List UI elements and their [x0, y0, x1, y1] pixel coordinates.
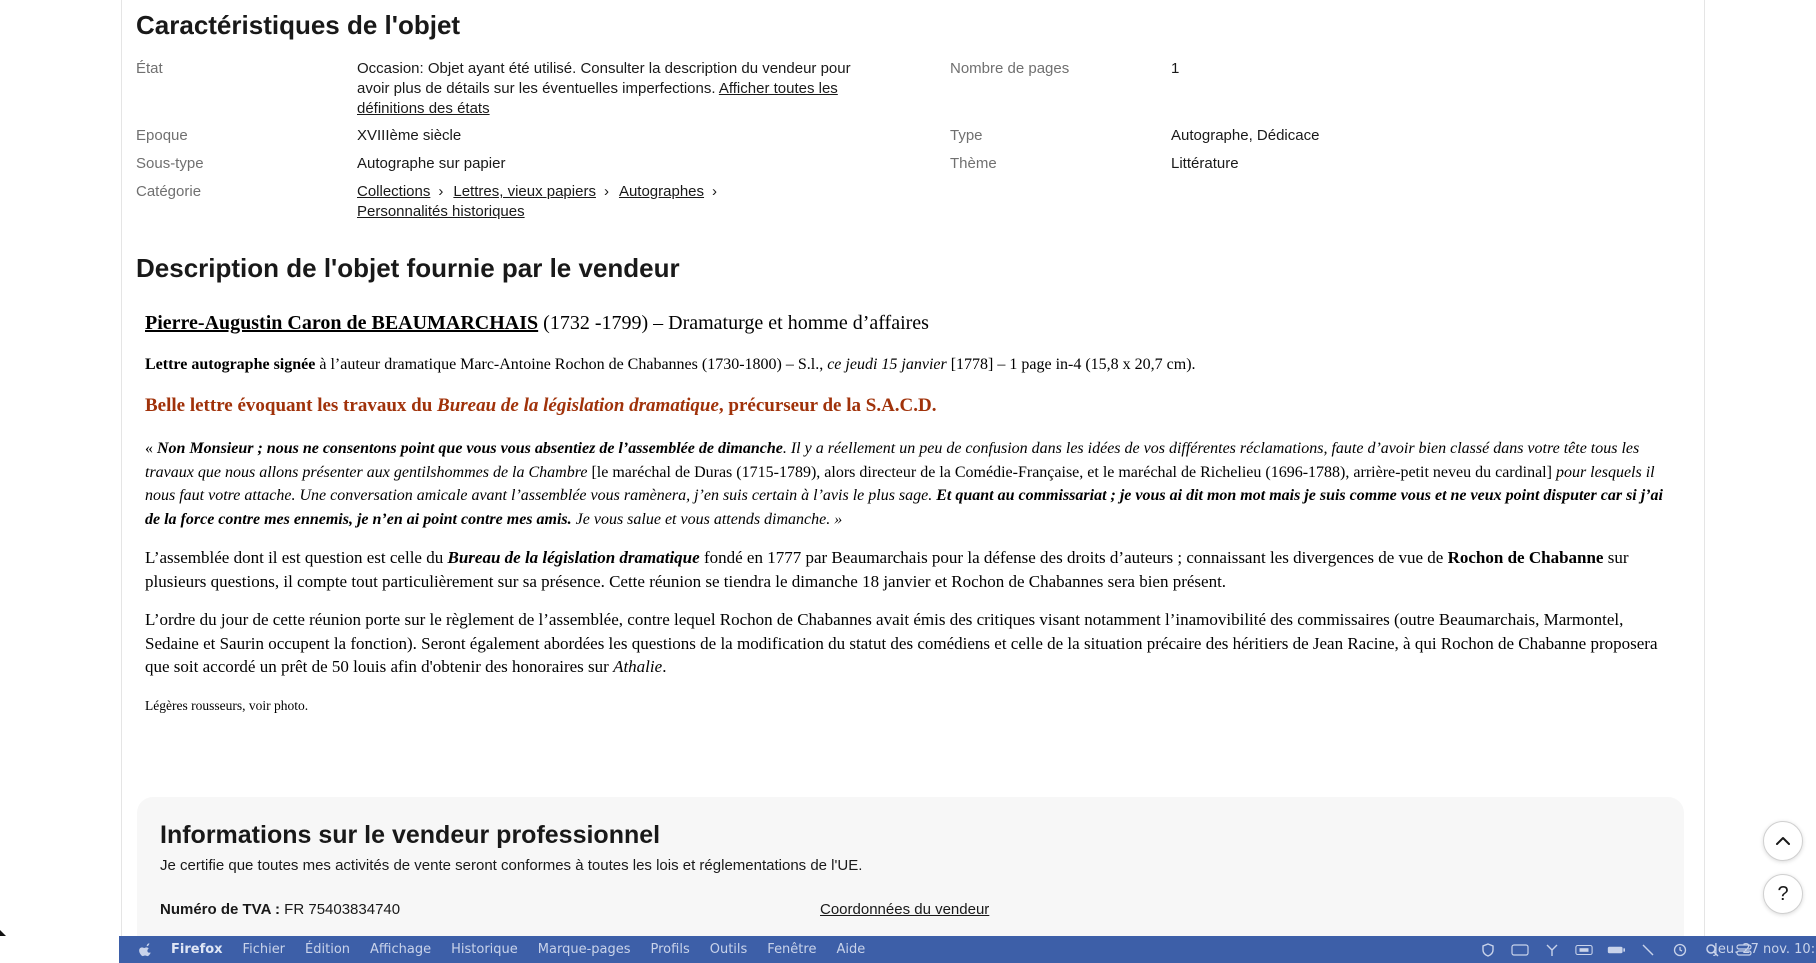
breadcrumb-autographes[interactable]: Autographes [618, 183, 705, 200]
description-paragraph-1 [145, 546, 1675, 594]
para1-bold: Rochon de Chabanne [1447, 548, 1604, 567]
breadcrumb-line-2 [357, 202, 777, 222]
menu-edition[interactable]: Édition [305, 942, 351, 957]
chevron-right-icon: › [603, 183, 609, 200]
spec-label-theme: Thème [950, 155, 997, 172]
spec-label-etat: État [136, 60, 163, 77]
battery-icon[interactable] [1607, 943, 1625, 957]
spec-value-soustype: Autographe sur papier [357, 155, 506, 172]
breadcrumb-personnalites[interactable]: Personnalités historiques [357, 203, 525, 220]
para1-text-1: L’assemblée dont il est question est celle du [145, 548, 448, 567]
spec-label-soustype: Sous-type [136, 155, 204, 172]
spec-value-pages: 1 [1171, 60, 1180, 77]
spec-label-epoque: Epoque [136, 127, 188, 144]
etat-line-3 [357, 99, 877, 119]
menu-clock[interactable]: Jeu. 27 nov. 10: [1714, 942, 1816, 957]
para1-bold-italic: Bureau de la législation dramatique [447, 548, 700, 567]
shield-icon[interactable] [1479, 943, 1497, 957]
letter-summary [145, 356, 1675, 374]
para2-end: . [662, 657, 667, 676]
highlight-line [145, 395, 1675, 417]
menu-outils[interactable]: Outils [709, 942, 748, 957]
letter-quote [145, 437, 1675, 531]
chevron-right-icon: › [712, 183, 718, 200]
para2-italic: Athalie [613, 657, 663, 676]
highlight-text-1: Belle lettre évoquant les travaux du [145, 395, 438, 416]
spec-value-type: Autographe, Dédicace [1171, 127, 1320, 144]
chevron-up-icon [1774, 832, 1792, 850]
menu-app-name[interactable]: Firefox [171, 942, 223, 957]
menu-fichier[interactable]: Fichier [242, 942, 286, 957]
quote-open: « [145, 440, 157, 457]
quote-italic-2: pour lesquels il nous faut votre attache. Une conversation amicale avant l’assemblée vous ramènera, j’en suis certain à l’avis le plus sage. [145, 463, 1655, 504]
etat-line-2 [357, 79, 877, 99]
etat-line-2-text: avoir plus de détails sur les éventuelles imperfections. [357, 80, 719, 97]
apple-icon[interactable] [139, 943, 153, 957]
menu-aide[interactable]: Aide [836, 942, 866, 957]
menu-fenetre[interactable]: Fenêtre [767, 942, 817, 957]
description-title: Description de l'objet fournie par le vendeur [136, 253, 680, 283]
para1-text-3: sur plusieurs questions, il compte tout particulièrement sur sa présence. Cette réunion se tiendra le dimanche 18 janvier et Rochon de Chabannes sera bien présent. [145, 548, 1629, 591]
menu-profils[interactable]: Profils [650, 942, 690, 957]
item-specifics-title: Caractéristiques de l'objet [136, 10, 461, 40]
para1-text-2: fondé en 1777 par Beaumarchais pour la défense des droits d’auteurs ; connaissant les divergences de vue de [699, 548, 1448, 567]
seller-info-title: Informations sur le vendeur professionnel [160, 821, 661, 849]
vat-label: Numéro de TVA : [160, 901, 281, 918]
spec-label-categorie: Catégorie [136, 183, 202, 200]
help-button[interactable]: ? [1763, 874, 1803, 914]
spec-value-epoque: XVIIIème siècle [357, 127, 462, 144]
satellite-icon[interactable] [1543, 943, 1561, 957]
menu-marque-pages[interactable]: Marque-pages [537, 942, 631, 957]
seller-vat [160, 901, 400, 918]
etat-line-1: Occasion: Objet ayant été utilisé. Consulter la description du vendeur pour [357, 60, 851, 77]
spec-value-etat [357, 59, 877, 119]
quote-italic-3: Je vous salue et vous attends dimanche. » [571, 510, 843, 528]
seller-contact-link[interactable]: Coordonnées du vendeur [820, 901, 990, 918]
spec-value-theme: Littérature [1171, 155, 1239, 172]
spec-label-type: Type [950, 127, 983, 144]
quote-bold-2: Et quant au commissariat ; je vous ai dit mon mot mais je suis comme vous et ne veux point disputer car si j’ai de la force contre mes ennemis, je n’en ai point contre mes amis. [145, 487, 1663, 528]
quote-plain: [le maréchal de Duras (1715-1789), alors directeur de la Comédie-Française, et le maréchal de Richelieu (1696-1788), arrière-petit neveu du cardinal] [587, 463, 1556, 481]
letter-text-2: [1778] – 1 page in-4 (15,8 x 20,7 cm). [946, 356, 1196, 373]
category-breadcrumb [357, 182, 777, 222]
etat-definitions-link[interactable]: Afficher toutes les [718, 80, 838, 97]
description-paragraph-2 [145, 608, 1675, 679]
mute-icon[interactable] [1639, 943, 1657, 957]
etat-definitions-link-cont[interactable]: définitions des états [357, 100, 490, 117]
author-name: Pierre-Augustin Caron de BEAUMARCHAIS [145, 312, 539, 334]
display-icon[interactable] [1575, 943, 1593, 957]
quote-italic-1: . Il y a réellement un peu de confusion dans les idées de vos différentes réclamations, faute d’avoir bien classé dans votre tête tous les travaux que nous allons présenter aux gentilshommes de la Chambre [145, 440, 1640, 481]
letter-date: ce jeudi 15 janvier [827, 356, 947, 373]
highlight-text-2: , précurseur de la S.A.C.D. [718, 395, 937, 416]
macos-menu-bar [119, 936, 1816, 963]
vat-value: FR 75403834740 [280, 901, 401, 918]
letter-text-1: à l’auteur dramatique Marc-Antoine Rochon de Chabannes (1730-1800) – S.l., [315, 356, 828, 373]
highlight-italic: Bureau de la législation dramatique [437, 395, 719, 416]
breadcrumb-collections[interactable]: Collections [357, 183, 431, 200]
breadcrumb-line-1 [357, 182, 777, 202]
breadcrumb-lettres[interactable]: Lettres, vieux papiers [453, 183, 596, 200]
spec-label-pages: Nombre de pages [950, 60, 1070, 77]
condition-note: Légères rousseurs, voir photo. [145, 698, 309, 713]
para2-text: L’ordre du jour de cette réunion porte sur le règlement de l’assemblée, contre lequel Rochon de Chabannes avait émis des critiques visant notamment l’inamovibilité des commissaires (outre Beaumarchais, Marmontel, Sedaine et Saurin occupent la fonction). Seront également abordées les questions de la modification du statut des comédiens et celle de la situation précaire des héritiers de Jean Racine, à qui Rochon de Chabanne proposera que soit accordé un prêt de 50 louis afin d'obtenir des honoraires sur [145, 610, 1658, 676]
menu-affichage[interactable]: Affichage [370, 942, 432, 957]
seller-certification: Je certifie que toutes mes activités de vente seront conformes à toutes les lois et réglementations de l'UE. [160, 857, 863, 874]
author-dates: (1732 -1799) – Dramaturge et homme d’affaires [538, 312, 929, 334]
chevron-right-icon: › [438, 183, 444, 200]
menu-historique[interactable]: Historique [451, 942, 518, 957]
letter-bold: Lettre autographe signée [145, 356, 316, 373]
time-machine-icon[interactable] [1671, 943, 1689, 957]
keyboard-icon[interactable] [1511, 943, 1529, 957]
description-heading [145, 312, 1675, 335]
scroll-to-top-button[interactable] [1763, 821, 1803, 861]
mouse-cursor-icon [0, 930, 6, 936]
quote-bold-1: Non Monsieur ; nous ne consentons point que vous vous absentiez de l’assemblée de dimanche [157, 440, 783, 457]
